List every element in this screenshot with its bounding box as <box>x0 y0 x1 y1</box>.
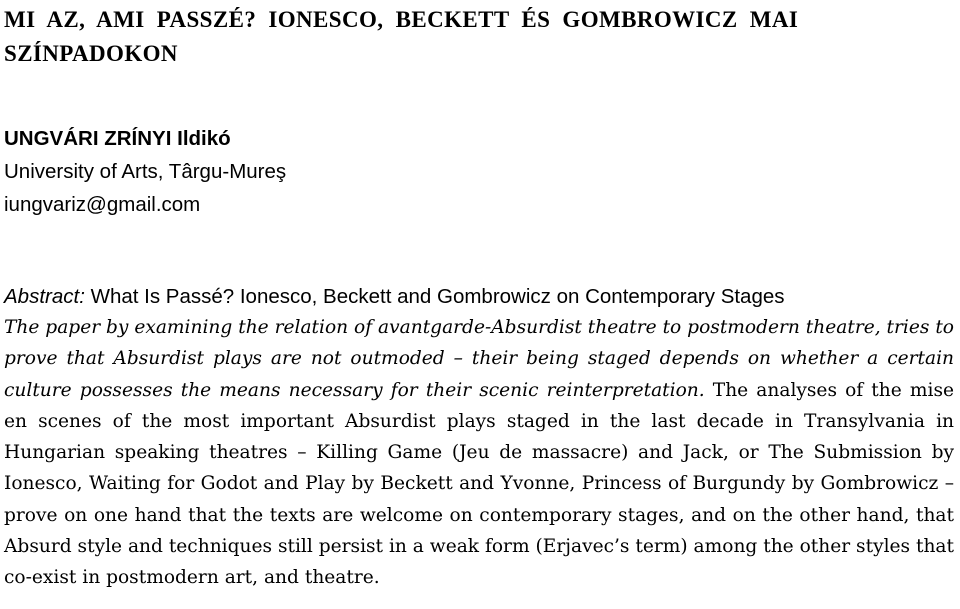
abstract-italic-text: The paper by examining the relation of avantgarde-Absurdist theatre to postmodern theatre, tries to prove that Absurdist plays are not outmoded – their being staged depends on whether a certain culture possesses the means necessary for their scenic reinterpretation. <box>4 317 954 401</box>
abstract-text: The analyses of the mise en scenes of the most important Absurdist plays staged in the last decade in Transylvania in Hungarian speaking theatres – Killing Game (Jeu de massacre) and Jack, or The Submission by Ionesco, Waiting for Godot and Play by Beckett and Yvonne, Princess of Burgundy by Gombrowicz – prove on one hand that the texts are welcome on contemporary stages, and on the other hand, that Absurd style and techniques still persist in a weak form (Erjavec’s term) among the other styles that co-exist in postmodern art, and theatre. <box>4 379 954 589</box>
abstract-label: Abstract: <box>4 285 85 308</box>
author-block <box>4 122 954 221</box>
paper-title: MI AZ, AMI PASSZÉ? IONESCO, BECKETT ÉS GOMBROWICZ MAI SZÍNPADOKON <box>4 7 799 66</box>
abstract-heading <box>4 280 954 313</box>
author-name: UNGVÁRI ZRÍNYI Ildikó <box>4 127 231 150</box>
abstract-english-title: What Is Passé? Ionesco, Beckett and Gombrowicz on Contemporary Stages <box>90 285 785 308</box>
abstract-body <box>4 312 954 594</box>
paper-page <box>4 0 954 594</box>
author-email: iungvariz@gmail.com <box>4 193 201 216</box>
author-affiliation: University of Arts, Târgu-Mureş <box>4 160 287 183</box>
